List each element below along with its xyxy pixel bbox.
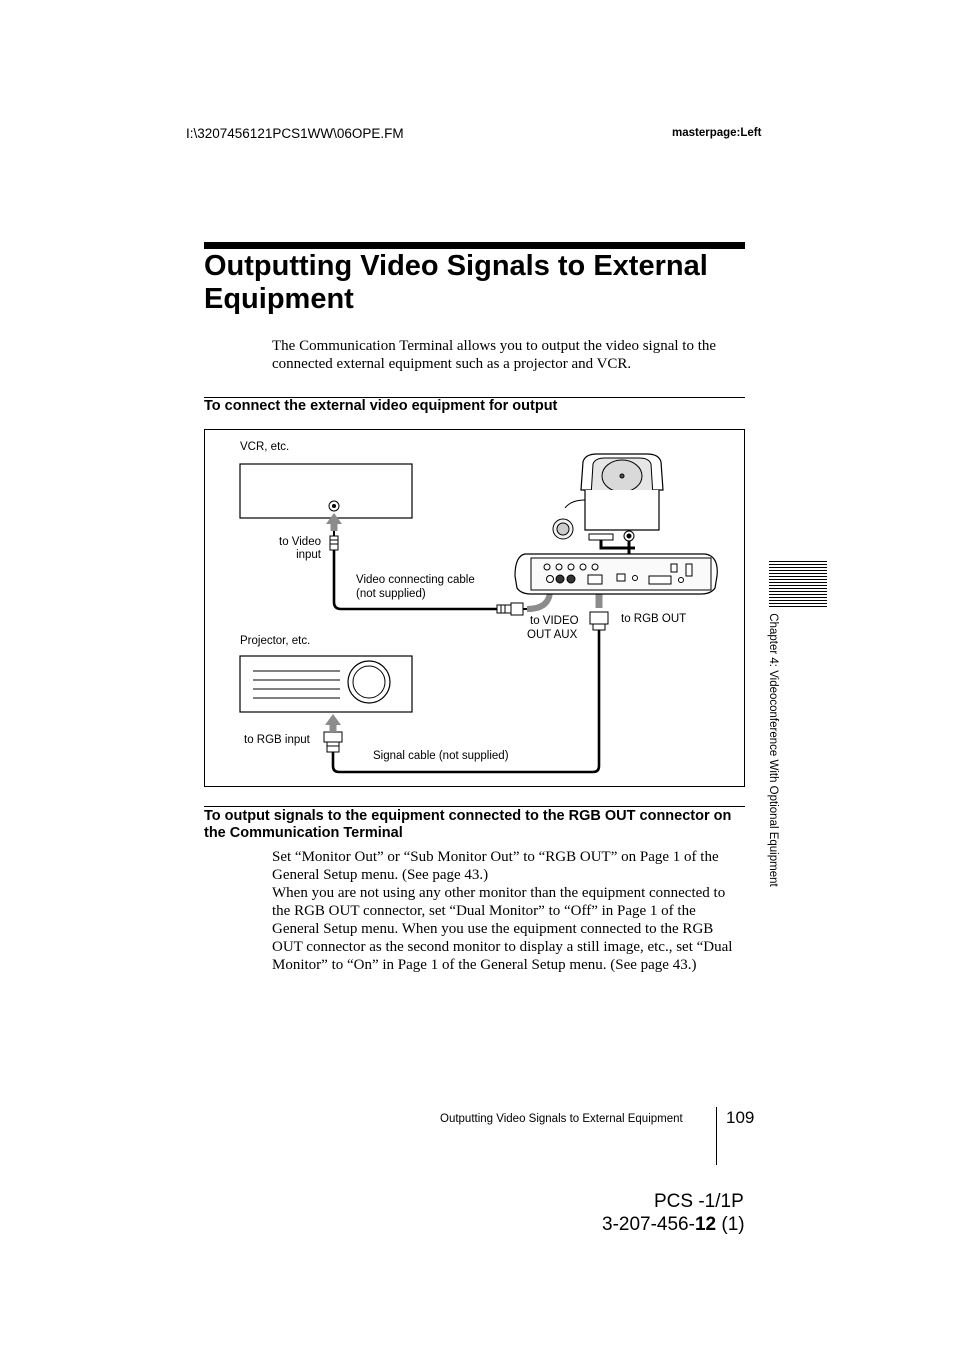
chapter-side-label: Chapter 4: Videoconference With Optional Equipment	[767, 613, 779, 887]
connection-diagram	[204, 429, 745, 787]
body-paragraph: Set “Monitor Out” or “Sub Monitor Out” to “RGB OUT” on Page 1 of the General Setup menu. (See page 43.)	[272, 849, 719, 883]
doc-code-model: PCS -1/1P	[654, 1191, 744, 1212]
label-to-video-out-aux-1: to VIDEO	[530, 615, 579, 627]
file-path: I:\3207456121PCS1WW\06OPE.FM	[186, 126, 404, 141]
doc-code-prefix: 3-207-456-	[602, 1214, 695, 1235]
doc-code-suffix: (1)	[716, 1214, 745, 1235]
rgb-connector-terminal	[590, 612, 608, 630]
rgb-connector-projector	[324, 732, 342, 752]
vcr-box	[240, 464, 412, 518]
doc-code-number	[602, 1214, 745, 1236]
label-projector: Projector, etc.	[240, 635, 311, 647]
section-body-rgb-out	[272, 848, 746, 974]
page-number: 109	[726, 1108, 755, 1127]
section-heading-rgb-out: To output signals to the equipment connected to the RGB OUT connector on the Communication Terminal	[204, 808, 732, 841]
label-video-cable-2: (not supplied)	[356, 588, 426, 600]
label-to-rgb-input: to RGB input	[244, 734, 310, 746]
rca-plug-terminal	[497, 603, 529, 615]
communication-terminal	[515, 454, 717, 594]
section-rule	[204, 806, 745, 807]
running-footer-title: Outputting Video Signals to External Equipment	[440, 1113, 683, 1125]
label-signal-cable: Signal cable (not supplied)	[373, 750, 509, 762]
masterpage-label: masterpage:Left	[672, 127, 762, 139]
label-vcr: VCR, etc.	[240, 441, 290, 453]
label-to-rgb-out: to RGB OUT	[621, 613, 687, 625]
body-paragraph: When you are not using any other monitor than the equipment connected to the RGB OUT connector, set “Dual Monitor” to “Off” in Page 1 of the General Setup menu. When you use the equipment connected to the RGB OUT connector as the second monitor to display a still image, etc., set “Dual Monitor” to “On” in Page 1 of the General Setup menu. (See page 43.)	[272, 885, 733, 973]
section-heading-connect: To connect the external video equipment for output	[204, 398, 558, 414]
title-bar	[204, 242, 745, 249]
intro-paragraph: The Communication Terminal allows you to output the video signal to the connected external equipment such as a projector and VCR.	[272, 338, 717, 372]
footer-divider	[716, 1107, 717, 1165]
rca-plug-vcr	[330, 529, 338, 550]
label-video-cable-1: Video connecting cable	[356, 574, 475, 586]
arrow-to-projector	[325, 714, 341, 732]
label-to-video-out-aux-2: OUT AUX	[527, 629, 578, 641]
label-to-video-input-2: input	[296, 549, 321, 561]
doc-code-bold: 12	[694, 1214, 717, 1235]
label-to-video-input-1: to Video	[279, 536, 321, 548]
page-title: Outputting Video Signals to External Equipment	[204, 250, 708, 315]
